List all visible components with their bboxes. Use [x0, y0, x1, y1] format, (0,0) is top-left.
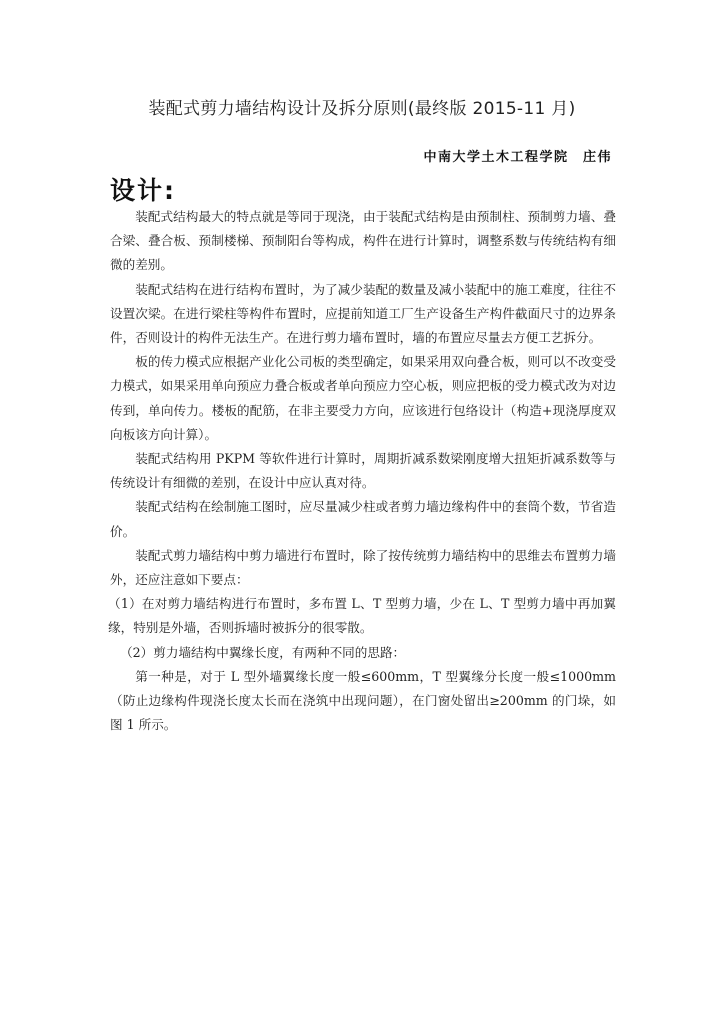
list-item: （1）在对剪力墙结构进行布置时，多布置 L、T 型剪力墙，少在 L、T 型剪力墙中再加翼缘，特别是外墙，否则拆墙时被拆分的很零散。 [108, 596, 616, 636]
paragraph: 装配式结构最大的特点就是等同于现浇，由于装配式结构是由预制柱、预制剪力墙、叠合梁、叠合板、预制楼梯、预制阳台等构成，构件在进行计算时，调整系数与传统结构有细微的差别。 [110, 209, 616, 273]
author-line: 中南大学土木工程学院 庄伟 [423, 150, 612, 165]
paragraph: 装配式结构用 PKPM 等软件进行计算时，周期折减系数梁刚度增大扭矩折减系数等与传统设计有细微的差别，在设计中应认真对待。 [110, 451, 616, 491]
paragraph: 装配式结构在进行结构布置时，为了减少装配的数量及减小装配中的施工难度，往往不设置次梁。在进行梁柱等构件布置时，应提前知道工厂生产设备生产构件截面尺寸的边界条件，否则设计的构件无法生产。在进行剪力墙布置时，墙的布置应尽量去方便工艺拆分。 [110, 281, 616, 346]
paragraph: 板的传力模式应根据产业化公司板的类型确定，如果采用双向叠合板，则可以不改变受力模式，如果采用单向预应力叠合板或者单向预应力空心板，则应把板的受力模式改为对边传到，单向传力。楼板的配筋，在非主要受力方向，应该进行包络设计（构造+现浇厚度双向板该方向计算）。 [110, 354, 616, 442]
paragraph: 装配式剪力墙结构中剪力墙进行布置时，除了按传统剪力墙结构中的思维去布置剪力墙外，还应注意如下要点： [110, 547, 616, 588]
list-item: （2）剪力墙结构中翼缘长度，有两种不同的思路： [120, 644, 406, 660]
paragraph: 装配式结构在绘制施工图时，应尽量减少柱或者剪力墙边缘构件中的套筒个数，节省造价。 [110, 499, 616, 539]
paragraph: 第一种是，对于 L 型外墙翼缘长度一般≤600mm，T 型翼缘分长度一般≤1000mm（防止边缘构件现浇长度太长而在浇筑中出现问题），在门窗处留出≥200mm 的门垛，如图 1 所示。 [110, 668, 616, 733]
body-text [110, 205, 616, 737]
section-heading: 设计: [110, 176, 176, 205]
document-title: 装配式剪力墙结构设计及拆分原则(最终版 2015-11 月) [148, 99, 576, 119]
